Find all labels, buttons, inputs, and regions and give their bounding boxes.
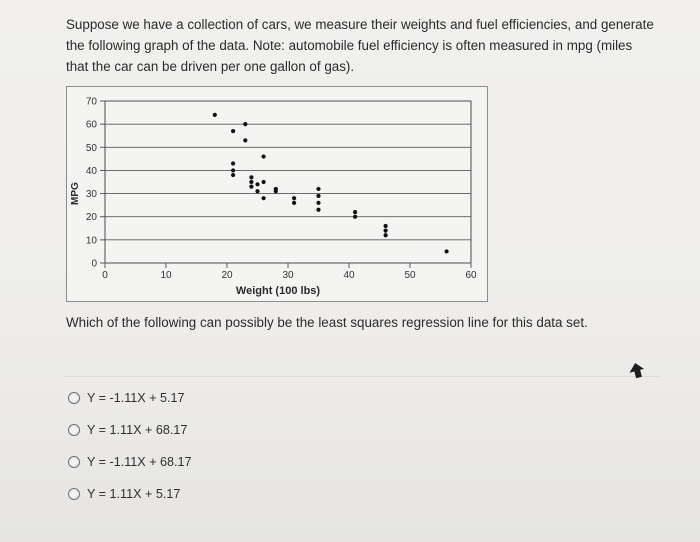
data-point xyxy=(243,122,247,126)
data-point xyxy=(255,189,259,193)
y-tick-label: 60 xyxy=(85,119,97,131)
option-a[interactable] xyxy=(68,391,185,405)
y-tick-label: 30 xyxy=(85,189,97,201)
data-point xyxy=(213,113,217,117)
data-point xyxy=(384,229,388,233)
data-point xyxy=(249,180,253,184)
option-c[interactable] xyxy=(68,455,192,469)
radio-button[interactable] xyxy=(68,392,80,404)
divider xyxy=(64,376,660,377)
x-tick-label: 0 xyxy=(102,270,108,281)
y-tick-label: 0 xyxy=(91,258,97,270)
radio-button[interactable] xyxy=(68,488,80,500)
option-d[interactable] xyxy=(68,487,180,501)
data-point xyxy=(274,189,278,193)
data-point xyxy=(384,233,388,237)
question-line-1: Suppose we have a collection of cars, we measure their weights and fuel efficiencies, and generate xyxy=(66,17,654,32)
question-line-3: that the car can be driven per one gallon of gas). xyxy=(66,59,355,74)
data-point xyxy=(353,210,357,214)
x-axis-label: Weight (100 lbs) xyxy=(235,285,321,297)
data-point xyxy=(262,154,266,158)
option-b[interactable] xyxy=(68,423,187,437)
data-point xyxy=(231,129,235,133)
data-point xyxy=(262,196,266,200)
x-tick-label: 20 xyxy=(221,270,233,281)
data-point xyxy=(384,224,388,228)
data-point xyxy=(231,161,235,165)
data-point xyxy=(316,201,320,205)
plot-border xyxy=(105,101,471,263)
x-tick-label: 60 xyxy=(465,270,477,281)
radio-button[interactable] xyxy=(68,424,80,436)
data-point xyxy=(353,215,357,219)
data-point xyxy=(243,138,247,142)
question-text xyxy=(66,14,666,77)
data-point xyxy=(292,196,296,200)
data-point xyxy=(445,249,449,253)
x-tick-label: 10 xyxy=(160,270,172,281)
data-point xyxy=(249,175,253,179)
y-tick-label: 50 xyxy=(85,142,97,154)
option-label: Y = -1.11X + 68.17 xyxy=(87,455,192,469)
x-tick-label: 50 xyxy=(404,270,416,281)
option-label: Y = 1.11X + 68.17 xyxy=(87,423,188,437)
y-tick-label: 20 xyxy=(85,212,97,224)
x-tick-label: 40 xyxy=(343,270,355,281)
data-point xyxy=(231,173,235,177)
data-point xyxy=(249,185,253,189)
data-point xyxy=(255,182,259,186)
x-tick-label: 30 xyxy=(282,270,294,281)
radio-button[interactable] xyxy=(68,456,80,468)
option-label: Y = -1.11X + 5.17 xyxy=(87,391,185,405)
data-point xyxy=(316,194,320,198)
prompt-text: Which of the following can possibly be the least squares regression line for this data set. xyxy=(66,315,588,330)
data-point xyxy=(292,201,296,205)
y-tick-label: 10 xyxy=(85,235,97,247)
data-point xyxy=(262,180,266,184)
data-point xyxy=(231,168,235,172)
y-axis-label: MPG xyxy=(70,182,81,205)
question-line-2: the following graph of the data. Note: automobile fuel efficiency is often measured in mpg (miles xyxy=(66,38,633,53)
y-tick-label: 70 xyxy=(85,96,97,108)
mouse-cursor-icon xyxy=(628,362,644,380)
option-label: Y = 1.11X + 5.17 xyxy=(87,487,181,501)
scatter-chart-frame xyxy=(66,86,488,302)
scatter-chart xyxy=(67,87,487,301)
data-point xyxy=(316,208,320,212)
data-point xyxy=(316,187,320,191)
y-tick-label: 40 xyxy=(85,165,97,177)
